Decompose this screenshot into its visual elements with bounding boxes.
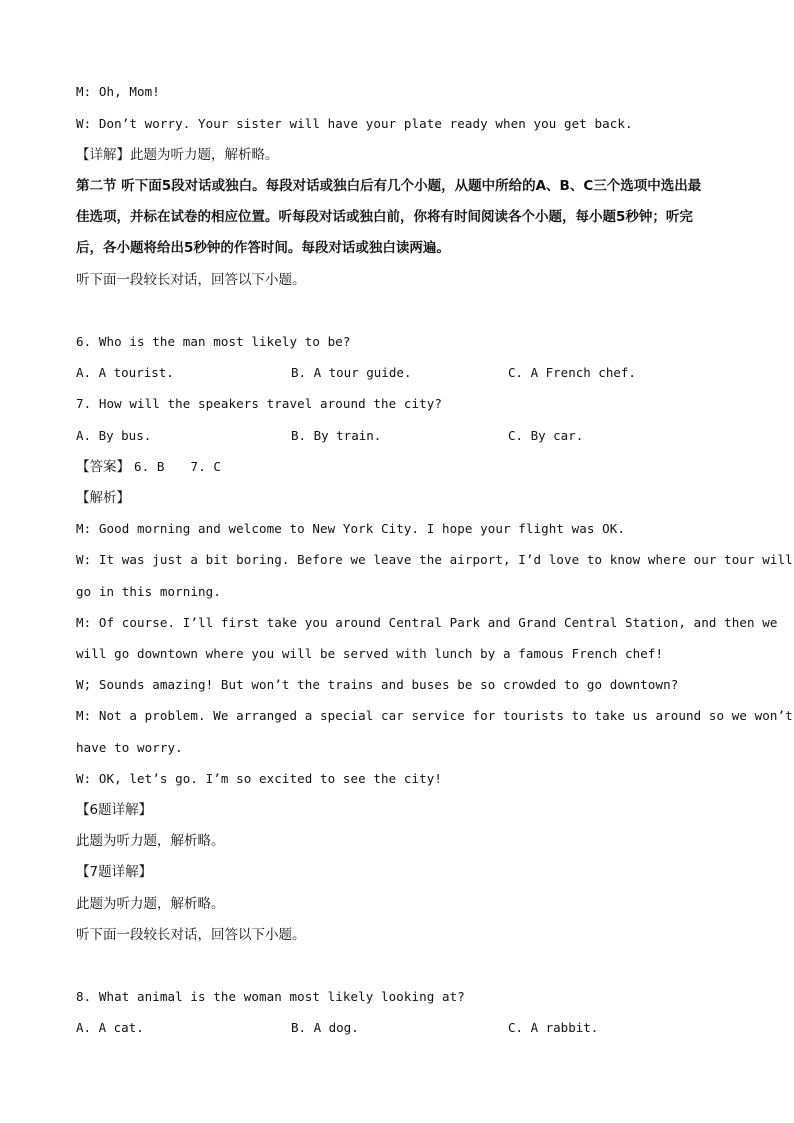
- q6-option-a: A. A tourist.: [76, 365, 174, 380]
- detail-previous: 【详解】此题为听力题，解析略。: [76, 147, 279, 163]
- listening-instruction-1: 听下面一段较长对话，回答以下小题。: [76, 272, 306, 288]
- dialogue-line: have to worry.: [76, 740, 183, 755]
- q6-option-b: B. A tour guide.: [291, 365, 412, 380]
- dialogue-line: M: Good morning and welcome to New York City. I hope your flight was OK.: [76, 521, 626, 536]
- dialogue-line: go in this morning.: [76, 584, 221, 599]
- answer-line: [76, 458, 734, 476]
- dialogue-line: will go downtown where you will be served with lunch by a famous French chef!: [76, 646, 664, 661]
- answer-7: 7. C: [190, 459, 222, 474]
- listening-instruction-2: 听下面一段较长对话，回答以下小题。: [76, 927, 306, 943]
- dialogue-line: W; Sounds amazing! But won’t the trains and buses be so crowded to go downtown?: [76, 677, 679, 692]
- detail-7-text: 此题为听力题，解析略。: [76, 896, 225, 912]
- section-heading-line-3: 后，各小题将给出5秒钟的作答时间。每段对话或独白读两遍。: [76, 240, 450, 256]
- question-8-options: [76, 1019, 756, 1037]
- analysis-label: 【解析】: [76, 490, 130, 506]
- answer-6: 6. B: [134, 459, 165, 474]
- dialogue-line-mom: M: Oh, Mom!: [76, 84, 160, 99]
- dialogue-line: W: It was just a bit boring. Before we leave the airport, I’d love to know where our tour will: [76, 552, 793, 567]
- q7-option-b: B. By train.: [291, 428, 382, 443]
- dialogue-line-sister: W: Don’t worry. Your sister will have your plate ready when you get back.: [76, 116, 633, 131]
- q8-option-c: C. A rabbit.: [508, 1020, 599, 1035]
- dialogue-line: M: Not a problem. We arranged a special car service for tourists to take us around so we won’t: [76, 708, 793, 723]
- detail-7-label: 【7题详解】: [76, 864, 153, 880]
- dialogue-line: M: Of course. I’ll first take you around Central Park and Grand Central Station, and then we: [76, 615, 778, 630]
- question-8: 8. What animal is the woman most likely looking at?: [76, 989, 465, 1004]
- question-7-options: [76, 427, 756, 445]
- q8-option-a: A. A cat.: [76, 1020, 144, 1035]
- q8-option-b: B. A dog.: [291, 1020, 359, 1035]
- q6-option-c: C. A French chef.: [508, 365, 636, 380]
- dialogue-line: W: OK, let’s go. I’m so excited to see the city!: [76, 771, 443, 786]
- question-7: 7. How will the speakers travel around the city?: [76, 396, 443, 411]
- question-6: 6. Who is the man most likely to be?: [76, 334, 351, 349]
- detail-6-label: 【6题详解】: [76, 802, 153, 818]
- question-6-options: [76, 364, 756, 382]
- section-heading-line-2: 佳选项，并标在试卷的相应位置。听每段对话或独白前，你将有时间阅读各个小题，每小题5秒钟；听完: [76, 209, 693, 225]
- detail-6-text: 此题为听力题，解析略。: [76, 833, 225, 849]
- section-heading-line-1: 第二节 听下面5段对话或独白。每段对话或独白后有几个小题，从题中所给的A、B、C三个选项中选出最: [76, 178, 702, 194]
- q7-option-c: C. By car.: [508, 428, 584, 443]
- q7-option-a: A. By bus.: [76, 428, 152, 443]
- answer-label: 【答案】: [76, 459, 130, 475]
